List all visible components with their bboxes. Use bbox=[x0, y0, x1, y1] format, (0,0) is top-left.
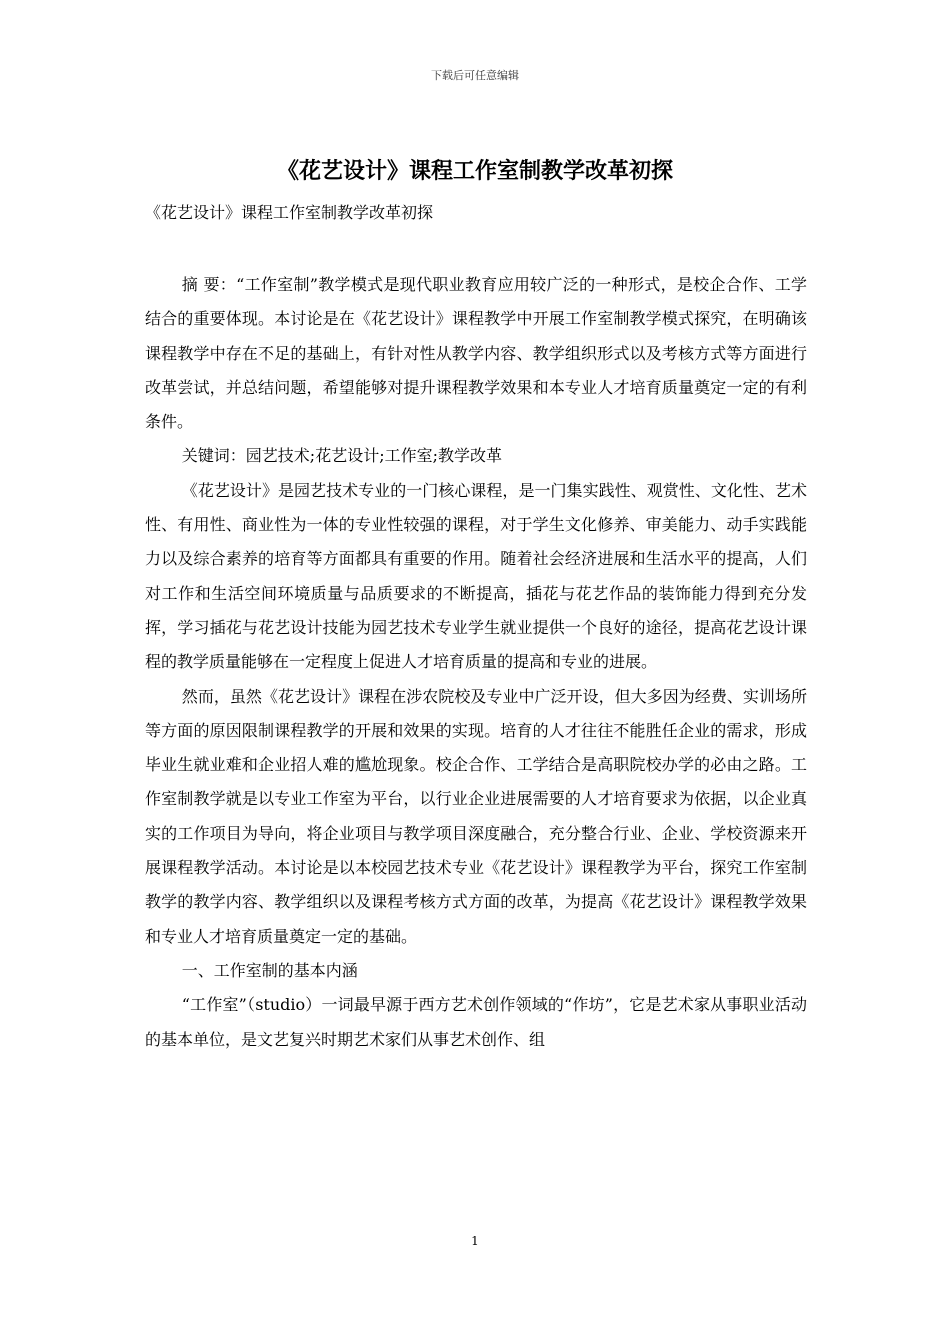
document-subtitle: 《花艺设计》课程工作室制教学改革初探 bbox=[145, 203, 434, 222]
document-title: 《花艺设计》课程工作室制教学改革初探 bbox=[276, 158, 673, 184]
problem-paragraph: 然而，虽然《花艺设计》课程在涉农院校及专业中广泛开设，但大多因为经费、实训场所等方面的原因限制课程教学的开展和效果的实现。培育的人才往往不能胜任企业的需求，形成毕业生就业难和企业招人难的尴尬现象。校企合作、工学结合是高职院校办学的必由之路。工作室制教学就是以专业工作室为平台，以行业企业进展需要的人才培育要求为依据，以企业真实的工作项目为导向，将企业项目与教学项目深度融合，充分整合行业、企业、学校资源来开展课程教学活动。本讨论是以本校园艺技术专业《花艺设计》课程教学为平台，探究工作室制教学的教学内容、教学组织以及课程考核方式方面的改革，为提高《花艺设计》课程教学效果和专业人才培育质量奠定一定的基础。 bbox=[145, 686, 807, 946]
intro-paragraph: 《花艺设计》是园艺技术专业的一门核心课程，是一门集实践性、观赏性、文化性、艺术性、有用性、商业性为一体的专业性较强的课程，对于学生文化修养、审美能力、动手实践能力以及综合素养的培育等方面都具有重要的作用。随着社会经济进展和生活水平的提高，人们对工作和生活空间环境质量与品质要求的不断提高，插花与花艺作品的装饰能力得到充分发挥，学习插花与花艺设计技能为园艺技术专业学生就业提供一个良好的途径，提高花艺设计课程的教学质量能够在一定程度上促进人才培育质量的提高和专业的进展。 bbox=[145, 480, 807, 672]
studio-paragraph: “工作室”（studio）一词最早源于西方艺术创作领域的“作坊”，它是艺术家从事职业活动的基本单位，是文艺复兴时期艺术家们从事艺术创作、组 bbox=[145, 995, 807, 1049]
header-note: 下载后可任意编辑 bbox=[431, 69, 519, 82]
keywords-paragraph: 关键词：园艺技术;花艺设计;工作室;教学改革 bbox=[181, 446, 502, 466]
page-number: 1 bbox=[471, 1234, 479, 1248]
document-body bbox=[145, 268, 807, 1057]
abstract-paragraph: 摘 要：“工作室制”教学模式是现代职业教育应用较广泛的一种形式，是校企合作、工学结合的重要体现。本讨论是在《花艺设计》课程教学中开展工作室制教学模式探究，在明确该课程教学中存在不足的基础上，有针对性从教学内容、教学组织形式以及考核方式等方面进行改革尝试，并总结问题，希望能够对提升课程教学效果和本专业人才培育质量奠定一定的有利条件。 bbox=[145, 275, 807, 432]
section-heading: 一、工作室制的基本内涵 bbox=[181, 960, 358, 980]
